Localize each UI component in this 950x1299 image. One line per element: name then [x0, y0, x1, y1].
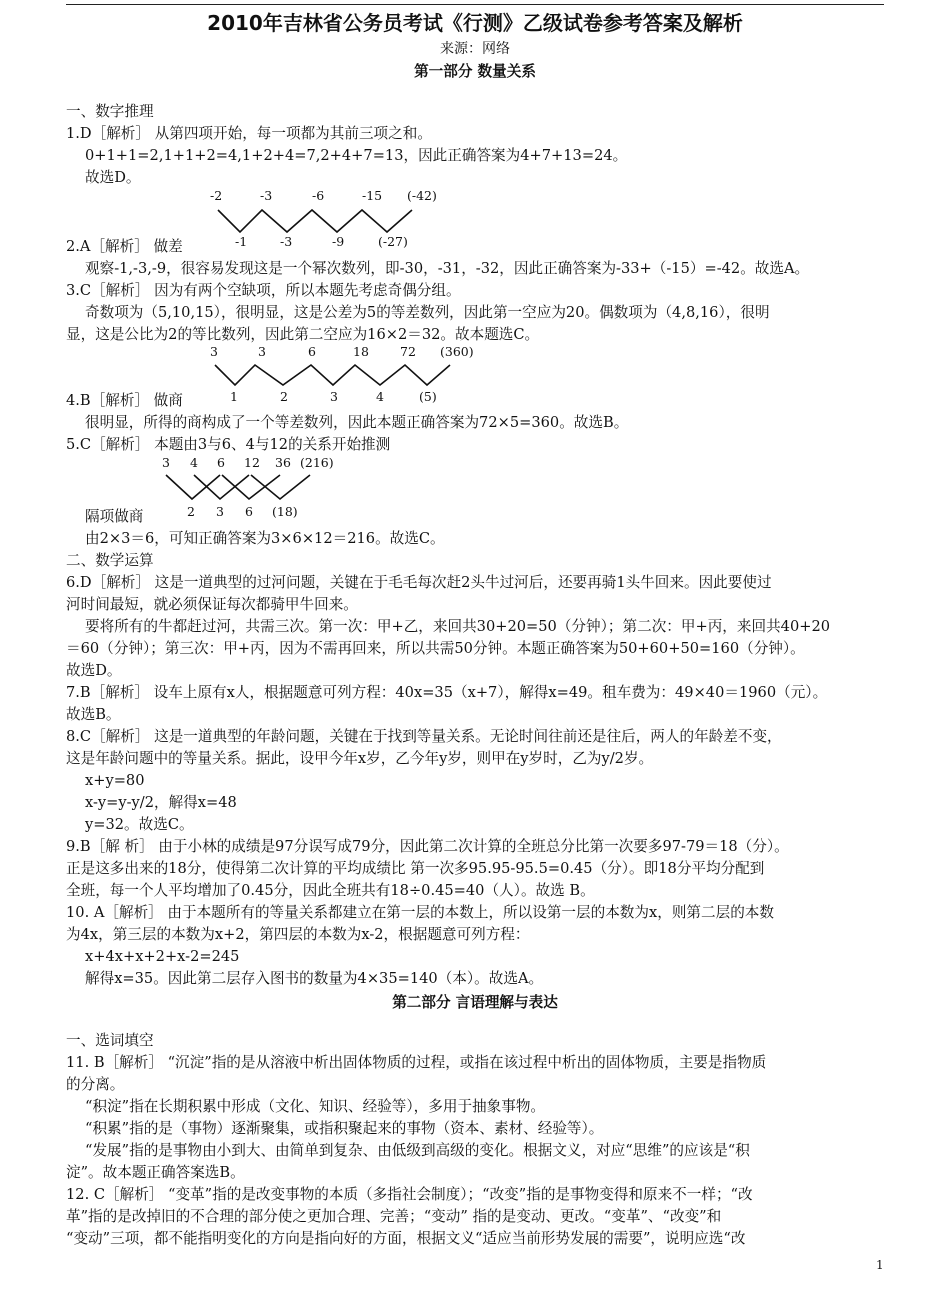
- answer-line: 12. C［解析］ “变革”指的是改变事物的本质（多指社会制度）；“改变”指的是事物变得和原来不一样；“改: [66, 1186, 753, 1203]
- diagram-top-number: (360): [440, 344, 474, 359]
- diagram-bottom-number: 2: [280, 389, 288, 404]
- answer-line: 隔项做商: [85, 508, 144, 525]
- answer-line: 全班，每一个人平均增加了0.45分，因此全班共有18÷0.45=40（人）。故选 B。: [66, 882, 595, 899]
- diagram-bottom-number: (18): [272, 504, 298, 519]
- equation-line: x+y=80: [85, 772, 145, 789]
- equation-line: y=32。故选C。: [85, 816, 194, 833]
- answer-line: 淀”。故本题正确答案选B。: [66, 1164, 245, 1181]
- answer-line: 要将所有的牛都赶过河，共需三次。第一次：甲+乙，来回共30+20=50（分钟）；第二次：甲+丙，来回共40+20: [85, 618, 831, 635]
- diagram-top-number: 12: [244, 455, 260, 470]
- equation-line: x-y=y-y/2，解得x=48: [85, 794, 237, 811]
- answer-line: 为4x，第三层的本数为x+2，第四层的本数为x-2，根据题意可列方程：: [66, 926, 530, 943]
- diagram-top-number: (-42): [407, 188, 437, 203]
- answer-line: 1.D［解析］ 从第四项开始，每一项都为其前三项之和。: [66, 125, 432, 142]
- page-number: 1: [876, 1258, 884, 1272]
- answer-line: 由2×3＝6，可知正确答案为3×6×12＝216。故选C。: [85, 530, 445, 547]
- page-title: 2010年吉林省公务员考试《行测》乙级试卷参考答案及解析: [207, 11, 743, 35]
- answer-line: 3.C［解析］ 因为有两个空缺项，所以本题先考虑奇偶分组。: [66, 282, 461, 299]
- answer-line: 11. B［解析］ “沉淀”指的是从溶液中析出固体物质的过程，或指在该过程中析出的固体物质，主要是指物质: [66, 1054, 767, 1071]
- answer-line: 5.C［解析］ 本题由3与6、4与12的关系开始推测: [66, 436, 391, 453]
- diagram-bottom-number: -1: [235, 234, 248, 249]
- subsection-heading: 二、数学运算: [66, 552, 154, 569]
- diagram-top-number: 3: [210, 344, 218, 359]
- section-heading-part1: 第一部分 数量关系: [414, 63, 536, 80]
- answer-line: 奇数项为（5,10,15），很明显，这是公差为5的等差数列，因此第一空应为20。偶数项为（4,8,16），很明: [85, 304, 770, 321]
- diagram-bottom-number: 4: [376, 389, 384, 404]
- diagram-top-number: 3: [258, 344, 266, 359]
- zigzag-line: [218, 210, 412, 232]
- equation-line: x+4x+x+2+x-2=245: [85, 948, 240, 965]
- zigzag-line: [222, 475, 280, 499]
- answer-line: 9.B［解 析］ 由于小林的成绩是97分误写成79分，因此第二次计算的全班总分比第一次要多97-79＝18（分）。: [66, 838, 789, 855]
- answer-line: 河时间最短，就必须保证每次都骑甲牛回来。: [66, 596, 358, 613]
- answer-line: 7.B［解析］ 设车上原有x人，根据题意可列方程：40x=35（x+7），解得x=49。租车费为：49×40＝1960（元）。: [66, 684, 828, 701]
- answer-line: 故选D。: [66, 662, 122, 679]
- zigzag-line: [251, 475, 310, 499]
- answer-line: 的分离。: [66, 1076, 125, 1093]
- diagram-top-number: -2: [210, 188, 223, 203]
- source-line: 来源：网络: [440, 41, 510, 57]
- answer-line: “变动”三项，都不能指明变化的方向是指向好的方面，根据文义“适应当前形势发展的需要”，说明应选“改: [66, 1230, 746, 1247]
- answer-line: 2.A［解析］ 做差: [66, 238, 183, 255]
- answer-line: 正是这多出来的18分，使得第二次计算的平均成绩比 第一次多95.95-95.5=0.45（分）。即18分平均分配到: [66, 860, 765, 877]
- subsection-heading: 一、数字推理: [66, 103, 154, 120]
- zigzag-line: [166, 475, 220, 499]
- answer-line: 8.C［解析］ 这是一道典型的年龄问题，关键在于找到等量关系。无论时间往前还是往后，两人的年龄差不变，: [66, 728, 782, 745]
- answer-line: 观察-1,-3,-9，很容易发现这是一个幂次数列，即-30，-31，-32，因此正确答案为-33+（-15）=-42。故选A。: [85, 260, 810, 277]
- zigzag-line: [215, 365, 450, 385]
- diagram-bottom-number: 2: [187, 504, 195, 519]
- quotient-diagram: [200, 343, 480, 403]
- diagram-bottom-number: (5): [419, 389, 437, 404]
- diagram-top-number: 36: [275, 455, 291, 470]
- answer-line: “发展”指的是事物由小到大、由简单到复杂、由低级到高级的变化。根据文义，对应“思维”的应该是“积: [85, 1142, 750, 1159]
- diagram-bottom-number: 6: [245, 504, 253, 519]
- diagram-bottom-number: -9: [332, 234, 345, 249]
- answer-line: 显，这是公比为2的等比数列，因此第二空应为16×2＝32。故本题选C。: [66, 326, 540, 343]
- section-heading-part2: 第二部分 言语理解与表达: [392, 994, 558, 1011]
- answer-line: 10. A［解析］ 由于本题所有的等量关系都建立在第一层的本数上，所以设第一层的本数为x，则第二层的本数: [66, 904, 774, 921]
- diagram-top-number: 4: [190, 455, 198, 470]
- answer-line: 故选B。: [66, 706, 121, 723]
- difference-diagram-1: [200, 186, 460, 252]
- diagram-bottom-number: 1: [230, 389, 238, 404]
- answer-line: 很明显，所得的商构成了一个等差数列，因此本题正确答案为72×5=360。故选B。: [85, 414, 629, 431]
- answer-line: 4.B［解析］ 做商: [66, 392, 183, 409]
- answer-line: 0+1+1=2,1+1+2=4,1+2+4=7,2+4+7=13，因此正确答案为4+7+13=24。: [85, 147, 628, 164]
- answer-line: “积淀”指在长期积累中形成（文化、知识、经验等），多用于抽象事物。: [85, 1098, 546, 1115]
- diagram-top-number: -6: [312, 188, 325, 203]
- answer-line: 革”指的是改掉旧的不合理的部分使之更加合理、完善；“变动” 指的是变动、更改。“变革”、“改变”和: [66, 1208, 722, 1225]
- answer-line: 故选D。: [85, 169, 141, 186]
- diagram-bottom-number: (-27): [378, 234, 408, 249]
- diagram-bottom-number: 3: [330, 389, 338, 404]
- diagram-top-number: (216): [300, 455, 334, 470]
- diagram-top-number: 6: [308, 344, 316, 359]
- answer-line: “积累”指的是（事物）逐渐聚集，或指积聚起来的事物（资本、素材、经验等）。: [85, 1120, 604, 1137]
- diagram-top-number: 6: [217, 455, 225, 470]
- diagram-bottom-number: 3: [216, 504, 224, 519]
- answer-line: 这是年龄问题中的等量关系。据此，设甲今年x岁，乙今年y岁，则甲在y岁时，乙为y/2岁。: [66, 750, 654, 767]
- diagram-top-number: 72: [400, 344, 416, 359]
- answer-line: ＝60（分钟）；第三次：甲+丙，因为不需再回来，所以共需50分钟。本题正确答案为50+60+50=160（分钟）。: [66, 640, 805, 657]
- diagram-bottom-number: -3: [280, 234, 293, 249]
- subsection-heading: 一、选词填空: [66, 1032, 154, 1049]
- diagram-top-number: 18: [353, 344, 369, 359]
- answer-line: 6.D［解析］ 这是一道典型的过河问题，关键在于毛毛每次赶2头牛过河后，还要再骑1头牛回来。因此要使过: [66, 574, 772, 591]
- top-rule: [66, 4, 884, 5]
- diagram-top-number: -3: [260, 188, 273, 203]
- diagram-top-number: -15: [362, 188, 383, 203]
- answer-line: 解得x=35。因此第二层存入图书的数量为4×35=140（本）。故选A。: [85, 970, 544, 987]
- zigzag-line: [194, 475, 249, 499]
- alternate-quotient-diagram: [152, 453, 382, 523]
- diagram-top-number: 3: [162, 455, 170, 470]
